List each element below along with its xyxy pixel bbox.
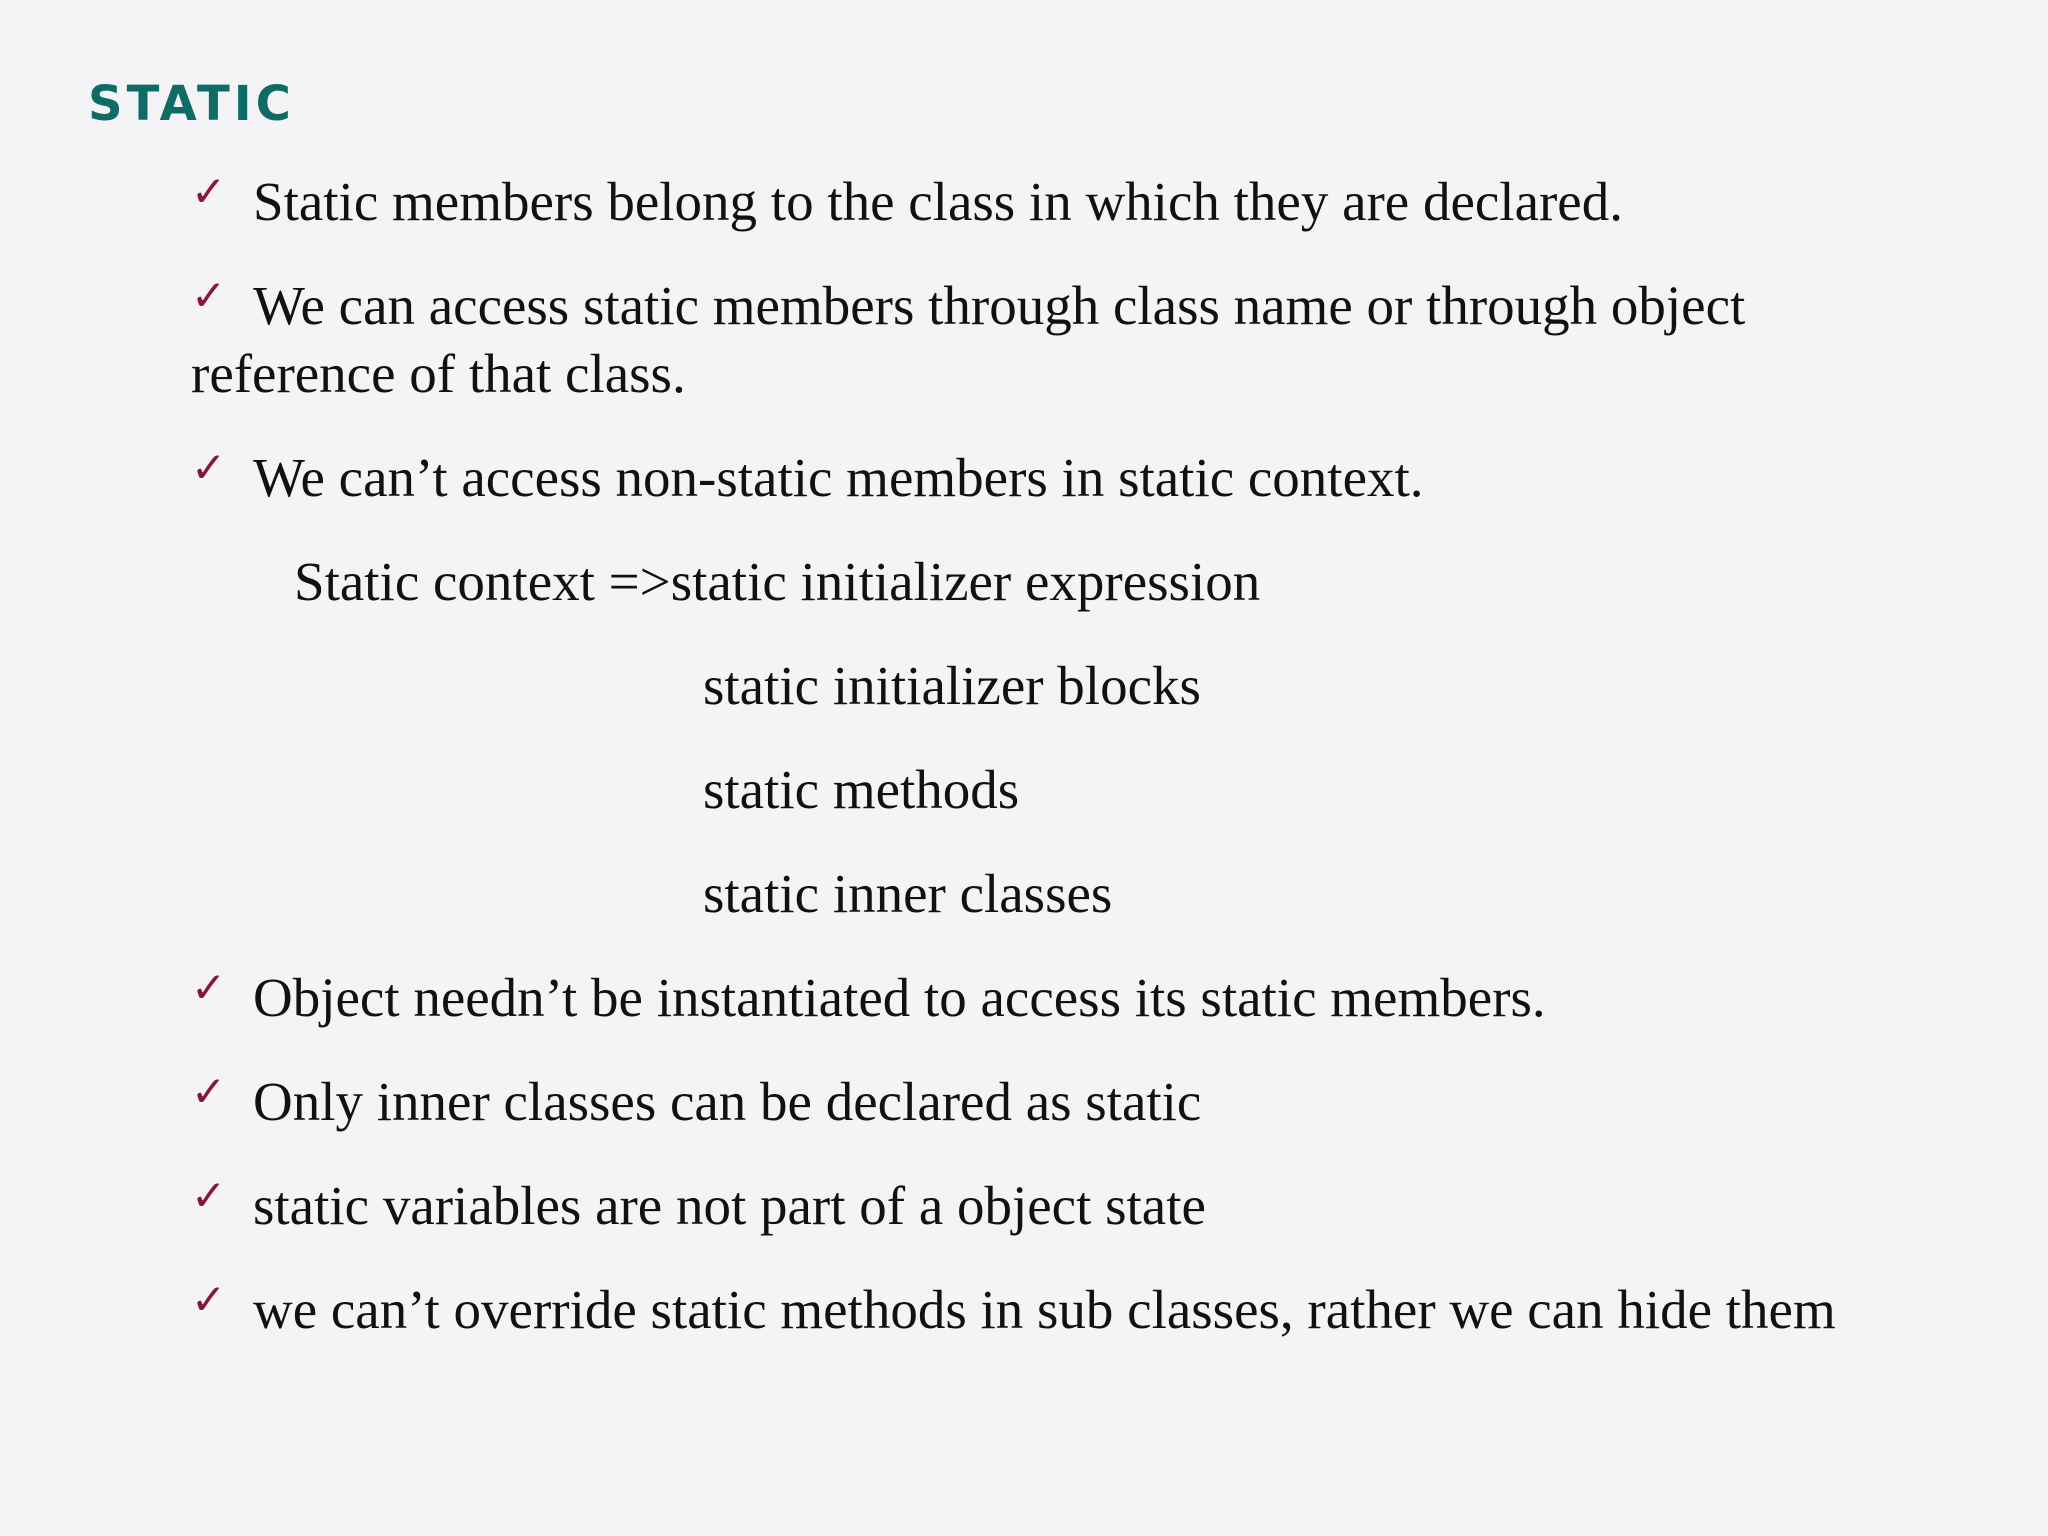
- static-context-item: static inner classes: [703, 863, 1113, 924]
- static-context-label: Static context =>: [294, 551, 671, 612]
- bullet-6-text: static variables are not part of a object state: [253, 1175, 1206, 1236]
- checkmark-icon: ✓: [191, 1275, 227, 1324]
- bullet-4: [191, 964, 1546, 1032]
- bullet-3: [191, 444, 1424, 512]
- bullet-1-text: Static members belong to the class in which they are declared.: [253, 171, 1623, 232]
- bullet-2-continuation: reference of that class.: [191, 343, 686, 404]
- checkmark-icon: ✓: [191, 443, 227, 492]
- static-context-item: static initializer expression: [670, 551, 1261, 612]
- checkmark-icon: ✓: [191, 167, 227, 216]
- bullet-4-text: Object needn’t be instantiated to access its static members.: [253, 967, 1546, 1028]
- bullet-2: [191, 272, 1745, 340]
- checkmark-icon: ✓: [191, 1171, 227, 1220]
- slide-title: STATIC: [88, 76, 295, 132]
- bullet-7-text: we can’t override static methods in sub classes, rather we can hide them: [253, 1279, 1836, 1340]
- bullet-7: [191, 1276, 1836, 1344]
- bullet-5-text: Only inner classes can be declared as static: [253, 1071, 1202, 1132]
- bullet-5: [191, 1068, 1201, 1136]
- static-context-item: static methods: [703, 759, 1020, 820]
- checkmark-icon: ✓: [191, 1067, 227, 1116]
- bullet-2-text: We can access static members through class name or through object: [253, 275, 1746, 336]
- static-context-line: [294, 548, 1260, 616]
- static-context-item: static initializer blocks: [703, 655, 1201, 716]
- bullet-1: [191, 168, 1623, 236]
- checkmark-icon: ✓: [191, 963, 227, 1012]
- bullet-6: [191, 1172, 1206, 1240]
- bullet-3-text: We can’t access non-static members in static context.: [253, 447, 1424, 508]
- checkmark-icon: ✓: [191, 271, 227, 320]
